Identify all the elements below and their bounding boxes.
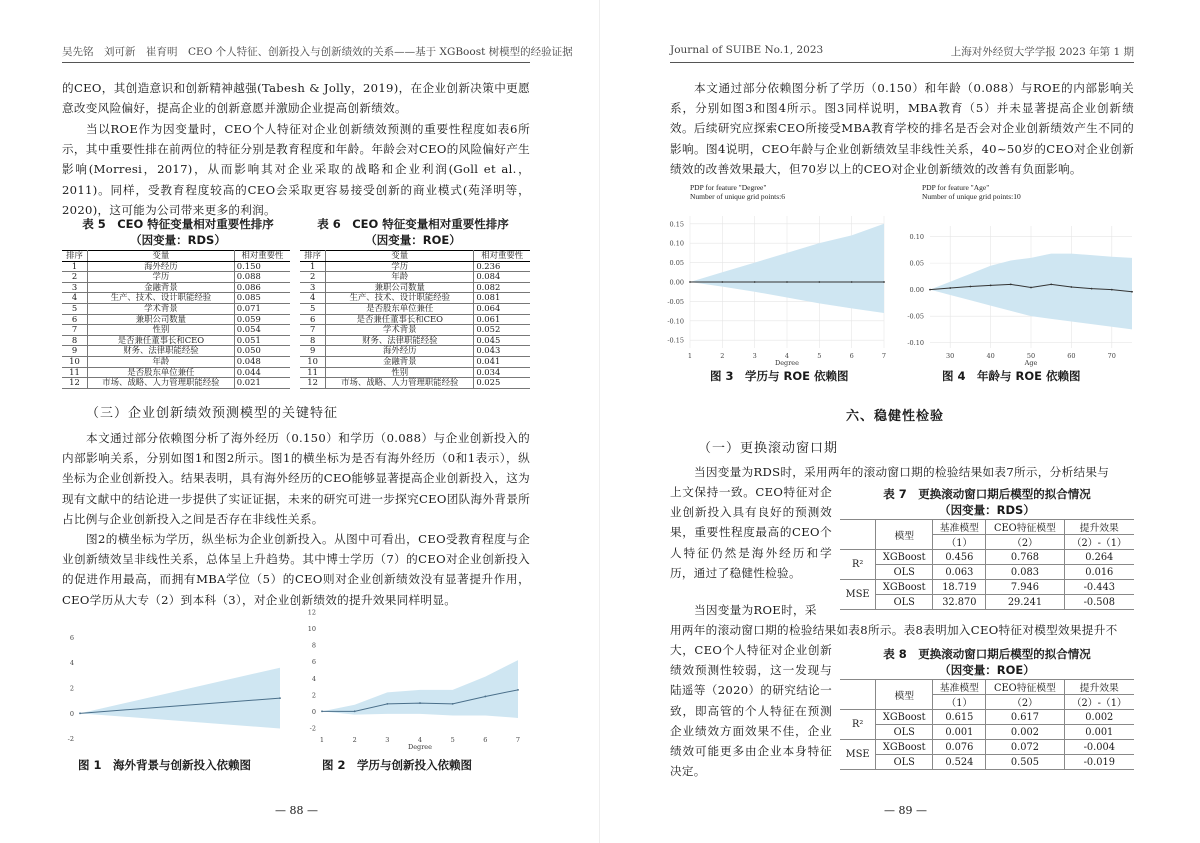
value-cell: 0.001	[1064, 725, 1134, 740]
data-point	[754, 281, 756, 283]
importance-cell: 0.086	[234, 282, 290, 293]
importance-cell: 0.084	[474, 272, 530, 283]
column-header: 变量	[88, 251, 235, 262]
y-tick-label: 6	[311, 658, 316, 667]
rank-cell: 4	[62, 293, 88, 304]
value-cell: 0.083	[986, 565, 1064, 580]
x-tick-label: 5	[450, 736, 455, 744]
model-cell: OLS	[876, 595, 933, 610]
paragraph: 当因变量为ROE时，采	[694, 603, 817, 617]
x-axis-label: Degree	[774, 359, 800, 367]
rank-cell: 11	[62, 367, 88, 378]
value-cell: 0.002	[1064, 710, 1134, 725]
importance-cell: 0.059	[234, 314, 290, 325]
variable-cell: 学历	[326, 261, 474, 272]
rank-cell: 4	[300, 293, 326, 304]
column-header: 排序	[300, 251, 326, 262]
table-row	[300, 314, 530, 325]
data-point	[1010, 283, 1012, 285]
rank-cell: 9	[300, 346, 326, 357]
variable-cell: 兼职公司数量	[326, 282, 474, 293]
figure4-label	[922, 183, 1021, 201]
y-tick-label: 0.05	[909, 259, 924, 268]
value-cell: -0.508	[1064, 595, 1134, 610]
rank-cell: 3	[300, 282, 326, 293]
importance-cell: 0.088	[234, 272, 290, 283]
table-row	[300, 325, 530, 336]
value-cell: 0.505	[986, 755, 1064, 770]
model-cell: XGBoost	[876, 580, 933, 595]
importance-cell: 0.061	[474, 314, 530, 325]
paragraph: 当以ROE作为因变量时，CEO个人特征对企业创新绩效预测的重要性程度如表6所示，其中重要性排在前两位的特征分别是教育程度和年龄。年龄会对CEO的风险偏好产生影响(Morresi，2017)，从而影响其对企业采取的战略和企业利润(Goll et al.，2011)。同样，受教育程度较高的CEO会采取更容易接受创新的商业模式(苑泽明等，2020)，这可能为公司带来更多的利润。	[62, 122, 530, 217]
data-point	[452, 703, 454, 705]
figure3-label-line1: PDP for feature "Degree"	[690, 183, 767, 192]
model-cell: OLS	[876, 755, 933, 770]
table-header-row	[840, 680, 1134, 695]
value-cell: 18.719	[933, 580, 986, 595]
table5-title: 表 5 CEO 特征变量相对重要性排序	[82, 217, 274, 231]
importance-cell: 0.071	[234, 303, 290, 314]
data-point	[851, 281, 853, 283]
y-tick-label: -2	[67, 735, 74, 744]
value-cell: 0.617	[986, 710, 1064, 725]
rank-cell: 7	[62, 325, 88, 336]
x-tick-label: 6	[849, 352, 854, 360]
table7	[840, 519, 1134, 610]
variable-cell: 金融背景	[326, 356, 474, 367]
y-tick-label: 10	[307, 625, 316, 634]
table8-subtitle: （因变量：ROE）	[939, 663, 1035, 677]
column-subheader: （2）	[986, 695, 1064, 710]
table-row	[300, 303, 530, 314]
table-header-row	[62, 251, 290, 262]
importance-cell: 0.051	[234, 335, 290, 346]
header-rule	[62, 62, 530, 63]
data-point	[818, 281, 820, 283]
column-header: 基准模型	[933, 680, 986, 695]
x-tick-label: 3	[385, 736, 390, 744]
variable-cell: 市场、战略、人力管理职能经验	[88, 378, 235, 389]
variable-cell: 是否股东单位兼任	[326, 303, 474, 314]
column-header: CEO特征模型	[986, 680, 1064, 695]
y-tick-label: 0.15	[669, 220, 684, 229]
data-point	[1131, 291, 1133, 293]
importance-cell: 0.048	[234, 356, 290, 367]
x-tick-label: 4	[784, 352, 790, 360]
table-row	[300, 261, 530, 272]
y-tick-label: -0.05	[907, 312, 924, 321]
variable-cell: 年龄	[326, 272, 474, 283]
importance-cell: 0.044	[234, 367, 290, 378]
variable-cell: 是否兼任董事长和CEO	[326, 314, 474, 325]
variable-cell: 年龄	[88, 356, 235, 367]
metric-cell: R²	[840, 710, 876, 740]
model-cell: OLS	[876, 725, 933, 740]
y-tick-label: -0.10	[667, 317, 684, 326]
y-tick-label: 0	[69, 709, 74, 718]
variable-cell: 财务、法律职能经验	[326, 335, 474, 346]
x-tick-label: 60	[1067, 352, 1076, 360]
table6-title: 表 6 CEO 特征变量相对重要性排序	[317, 217, 509, 231]
column-subheader: （1）	[933, 535, 986, 550]
figure4-label-line1: PDP for feature "Age"	[922, 183, 990, 192]
table-row	[62, 261, 290, 272]
variable-cell: 生产、技术、设计职能经验	[88, 293, 235, 304]
rank-cell: 8	[300, 335, 326, 346]
table-header-row	[300, 251, 530, 262]
x-tick-label: 50	[1026, 352, 1036, 360]
table5	[62, 250, 290, 389]
confidence-band	[322, 660, 518, 718]
rank-cell: 5	[62, 303, 88, 314]
journal-header-cn: 上海对外经贸大学学报 2023 年第 1 期	[950, 46, 1134, 58]
subsection-heading: （一）更换滚动窗口期	[698, 441, 839, 456]
model-cell: XGBoost	[876, 740, 933, 755]
importance-cell: 0.064	[474, 303, 530, 314]
column-subheader: （2）	[986, 535, 1064, 550]
importance-cell: 0.082	[474, 282, 530, 293]
table-row	[62, 272, 290, 283]
data-point	[321, 710, 323, 712]
blank-cell	[840, 520, 876, 550]
table-row	[840, 740, 1134, 755]
data-point	[949, 287, 951, 289]
table-row	[62, 335, 290, 346]
table-row	[840, 725, 1134, 740]
data-point	[79, 712, 81, 714]
variable-cell: 是否兼任董事长和CEO	[88, 335, 235, 346]
value-cell: 0.456	[933, 550, 986, 565]
figure3-label-line2: Number of unique grid points:6	[690, 192, 785, 201]
importance-cell: 0.041	[474, 356, 530, 367]
paragraph: 的CEO，其创造意识和创新精神越强(Tabesh & Jolly，2019)，在企业创新决策中更愿意改变风险偏好，提高企业的创新意愿并激励企业提高创新绩效。	[62, 81, 530, 116]
table6-subtitle: （因变量：ROE）	[365, 233, 461, 247]
x-tick-label: 6	[483, 736, 488, 744]
running-header: 吴先铭 刘可新 崔育明 CEO 个人特征、创新投入与创新绩效的关系——基于 XGBoost 树模型的经验证据	[62, 46, 573, 58]
confidence-band	[80, 668, 280, 729]
table-row	[62, 293, 290, 304]
paragraph: 上文保持一致。CEO特征对企业创新投入具有良好的预测效果，重要性程度最高的CEO个人特征仍然是海外经历和学历，通过了稳健性检验。	[670, 485, 832, 580]
y-tick-label: 0.00	[909, 286, 924, 295]
data-point	[990, 285, 992, 287]
value-cell: 0.768	[986, 550, 1064, 565]
table7-subtitle: （因变量：RDS）	[939, 503, 1035, 517]
table-row	[300, 272, 530, 283]
y-tick-label: 0.10	[669, 239, 684, 248]
rank-cell: 6	[300, 314, 326, 325]
page-number: — 89 —	[884, 804, 927, 817]
y-tick-label: 0.05	[669, 259, 684, 268]
rank-cell: 2	[300, 272, 326, 283]
variable-cell: 性别	[88, 325, 235, 336]
section-heading: 六、稳健性检验	[846, 409, 945, 424]
paragraph: 本文通过部分依赖图分析了学历（0.150）和年龄（0.088）与ROE的内部影响关系，分别如图3和图4所示。图3同样说明，MBA教育（5）并未显著提高企业创新绩效。后续研究应探索CEO所接受MBA教育学校的排名是否会对企业创新绩效产生不同的影响。图4说明，CEO年龄与企业创新绩效呈非线性关系，40~50岁的CEO对企业创新绩效的改善效果最大，但70岁以上的CEO对企业创新绩效的改善有负面影响。	[670, 81, 1134, 176]
column-header: 基准模型	[933, 520, 986, 535]
table6	[300, 250, 530, 389]
figure4-caption: 图 4 年龄与 ROE 依赖图	[942, 369, 1081, 383]
data-point	[883, 281, 885, 283]
importance-cell: 0.081	[474, 293, 530, 304]
paragraph: 本文通过部分依赖图分析了海外经历（0.150）和学历（0.088）与企业创新投入的内部影响关系，分别如图1和图2所示。图1的横坐标为是否有海外经历（0和1表示），纵坐标为企业创新投入。结果表明，具有海外经历的CEO能够显著提高企业创新投入，这为现有文献中的结论进一步提供了实证证据，未来的研究可进一步探究CEO团队海外背景所占比例与企业创新投入之间是否存在非线性关系。	[62, 431, 530, 526]
variable-cell: 学历	[88, 272, 235, 283]
data-point	[1050, 283, 1052, 285]
importance-cell: 0.045	[474, 335, 530, 346]
right-page	[600, 0, 1200, 843]
rank-cell: 1	[300, 261, 326, 272]
value-cell: -0.019	[1064, 755, 1134, 770]
data-point	[1091, 288, 1093, 290]
variable-cell: 市场、战略、人力管理职能经验	[326, 378, 474, 389]
variable-cell: 财务、法律职能经验	[88, 346, 235, 357]
rank-cell: 7	[300, 325, 326, 336]
table-row	[62, 367, 290, 378]
variable-cell: 兼职公司数量	[88, 314, 235, 325]
table-row	[62, 282, 290, 293]
figure1-plot	[62, 625, 282, 753]
figure1-caption: 图 1 海外背景与创新投入依赖图	[78, 758, 252, 772]
importance-cell: 0.150	[234, 261, 290, 272]
importance-cell: 0.025	[474, 378, 530, 389]
value-cell: 32.870	[933, 595, 986, 610]
x-axis-label: Age	[1024, 359, 1038, 367]
table-row	[300, 378, 530, 389]
variable-cell: 海外经历	[326, 346, 474, 357]
model-cell: XGBoost	[876, 710, 933, 725]
y-tick-label: 2	[311, 691, 316, 700]
importance-cell: 0.034	[474, 367, 530, 378]
y-tick-label: -0.05	[667, 297, 684, 306]
model-cell: OLS	[876, 565, 933, 580]
figure4-plot	[906, 222, 1136, 368]
data-point	[419, 702, 421, 704]
table-row	[840, 710, 1134, 725]
journal-header-en: Journal of SUIBE No.1, 2023	[670, 44, 824, 56]
variable-cell: 是否股东单位兼任	[88, 367, 235, 378]
table-header-row	[840, 520, 1134, 535]
figure2-plot	[304, 604, 530, 752]
table8	[840, 679, 1134, 770]
value-cell: 0.001	[933, 725, 986, 740]
variable-cell: 性别	[326, 367, 474, 378]
table-row	[300, 367, 530, 378]
value-cell: 0.072	[986, 740, 1064, 755]
data-point	[484, 696, 486, 698]
page-number: — 88 —	[275, 804, 318, 817]
data-point	[929, 289, 931, 291]
column-header: 模型	[876, 680, 933, 710]
table-row	[840, 565, 1134, 580]
y-tick-label: 0	[311, 707, 316, 716]
x-tick-label: 7	[881, 352, 887, 360]
x-tick-label: 70	[1107, 352, 1116, 360]
paragraph: 用两年的滚动窗口期的检验结果如表8所示。表8表明加入CEO特征对模型效果提升不	[670, 623, 1118, 637]
figure3-label	[690, 183, 785, 201]
table-row	[62, 314, 290, 325]
y-tick-label: -0.10	[907, 339, 924, 348]
rank-cell: 9	[62, 346, 88, 357]
column-header: 相对重要性	[474, 251, 530, 262]
data-point	[279, 697, 281, 699]
table-row	[840, 550, 1134, 565]
table-row	[62, 346, 290, 357]
value-cell: 0.264	[1064, 550, 1134, 565]
importance-cell: 0.043	[474, 346, 530, 357]
value-cell: 0.016	[1064, 565, 1134, 580]
y-tick-label: 6	[69, 633, 74, 642]
table-row	[300, 282, 530, 293]
table8-title: 表 8 更换滚动窗口期后模型的拟合情况	[883, 647, 1091, 661]
variable-cell: 生产、技术、设计职能经验	[326, 293, 474, 304]
column-header: 变量	[326, 251, 474, 262]
header-rule	[670, 62, 1134, 63]
paragraph: 图2的横坐标为学历，纵坐标为企业创新投入。从图中可看出，CEO受教育程度与企业创新绩效呈非线性关系，总体呈上升趋势。其中博士学历（7）的CEO对企业创新投入的促进作用最高，而拥有MBA学位（5）的CEO则对企业创新绩效没有显著提升作用，CEO学历从大专（2）到本科（3），对企业创新绩效的提升效果同样明显。	[62, 532, 530, 607]
importance-cell: 0.052	[474, 325, 530, 336]
data-point	[786, 281, 788, 283]
table7-title: 表 7 更换滚动窗口期后模型的拟合情况	[883, 487, 1091, 501]
data-point	[1030, 287, 1032, 289]
table5-subtitle: （因变量：RDS）	[130, 233, 226, 247]
rank-cell: 10	[62, 356, 88, 367]
rank-cell: 2	[62, 272, 88, 283]
value-cell: 7.946	[986, 580, 1064, 595]
importance-cell: 0.050	[234, 346, 290, 357]
column-subheader: （2）-（1）	[1064, 695, 1134, 710]
variable-cell: 金融背景	[88, 282, 235, 293]
rank-cell: 3	[62, 282, 88, 293]
table-row	[62, 325, 290, 336]
table-row	[840, 595, 1134, 610]
value-cell: 0.524	[933, 755, 986, 770]
column-header: CEO特征模型	[986, 520, 1064, 535]
importance-cell: 0.236	[474, 261, 530, 272]
x-tick-label: 2	[352, 736, 357, 744]
table-row	[62, 378, 290, 389]
figure2-caption: 图 2 学历与创新投入依赖图	[322, 758, 473, 772]
rank-cell: 11	[300, 367, 326, 378]
column-header: 模型	[876, 520, 933, 550]
blank-cell	[840, 680, 876, 710]
metric-cell: MSE	[840, 740, 876, 770]
data-point	[1111, 289, 1113, 291]
x-tick-label: 5	[817, 352, 822, 360]
column-subheader: （2）-（1）	[1064, 535, 1134, 550]
importance-cell: 0.054	[234, 325, 290, 336]
table-row	[62, 303, 290, 314]
table-row	[300, 346, 530, 357]
y-tick-label: 2	[69, 684, 74, 693]
y-tick-label: 0.10	[909, 233, 924, 242]
column-header: 提升效果	[1064, 680, 1134, 695]
rank-cell: 12	[62, 378, 88, 389]
x-tick-label: 30	[946, 352, 955, 360]
rank-cell: 10	[300, 356, 326, 367]
table-row	[62, 356, 290, 367]
value-cell: 0.076	[933, 740, 986, 755]
rank-cell: 12	[300, 378, 326, 389]
value-cell: 0.615	[933, 710, 986, 725]
table-row	[300, 293, 530, 304]
value-cell: 0.063	[933, 565, 986, 580]
paragraph: 当因变量为RDS时，采用两年的滚动窗口期的检验结果如表7所示，分析结果与	[694, 465, 1110, 479]
column-header: 排序	[62, 251, 88, 262]
value-cell: -0.004	[1064, 740, 1134, 755]
y-tick-label: 4	[311, 674, 316, 683]
x-tick-label: 7	[515, 736, 521, 744]
figure3-caption: 图 3 学历与 ROE 依赖图	[710, 369, 849, 383]
x-tick-label: 4	[417, 736, 423, 744]
rank-cell: 1	[62, 261, 88, 272]
variable-cell: 学术背景	[326, 325, 474, 336]
value-cell: 29.241	[986, 595, 1064, 610]
y-tick-label: 0.00	[669, 278, 684, 287]
rank-cell: 5	[300, 303, 326, 314]
data-point	[517, 689, 519, 691]
x-tick-label: 3	[752, 352, 757, 360]
rank-cell: 6	[62, 314, 88, 325]
figure3-plot	[666, 208, 896, 368]
x-tick-label: 1	[687, 352, 693, 360]
table-row	[300, 335, 530, 346]
rank-cell: 8	[62, 335, 88, 346]
x-axis-label: Degree	[407, 743, 433, 751]
column-header: 相对重要性	[234, 251, 290, 262]
data-point	[1071, 286, 1073, 288]
model-cell: XGBoost	[876, 550, 933, 565]
importance-cell: 0.021	[234, 378, 290, 389]
y-tick-label: 4	[69, 659, 74, 668]
data-point	[354, 710, 356, 712]
value-cell: -0.443	[1064, 580, 1134, 595]
table-row	[300, 356, 530, 367]
table-row	[840, 580, 1134, 595]
y-tick-label: 8	[311, 641, 316, 650]
x-tick-label: 40	[986, 352, 995, 360]
y-tick-label: 12	[307, 608, 316, 617]
x-tick-label: 2	[720, 352, 725, 360]
data-point	[721, 281, 723, 283]
y-tick-label: -2	[309, 724, 316, 733]
y-tick-label: -0.15	[667, 336, 684, 345]
value-cell: 0.002	[986, 725, 1064, 740]
column-subheader: （1）	[933, 695, 986, 710]
data-point	[970, 286, 972, 288]
variable-cell: 学术背景	[88, 303, 235, 314]
column-header: 提升效果	[1064, 520, 1134, 535]
variable-cell: 海外经历	[88, 261, 235, 272]
section-heading: （三）企业创新绩效预测模型的关键特征	[86, 406, 339, 421]
data-point	[689, 281, 691, 283]
metric-cell: R²	[840, 550, 876, 580]
importance-cell: 0.085	[234, 293, 290, 304]
paragraph: 大，CEO个人特征对企业创新绩效预测性较弱，这一发现与陆遥等（2020）的研究结论一致，即高管的个人特征在预测企业绩效方面效果不佳，企业绩效可能更多由企业本身特征决定。	[670, 643, 832, 779]
figure4-label-line2: Number of unique grid points:10	[922, 192, 1021, 201]
x-tick-label: 1	[319, 736, 325, 744]
metric-cell: MSE	[840, 580, 876, 610]
table-row	[840, 755, 1134, 770]
data-point	[386, 703, 388, 705]
